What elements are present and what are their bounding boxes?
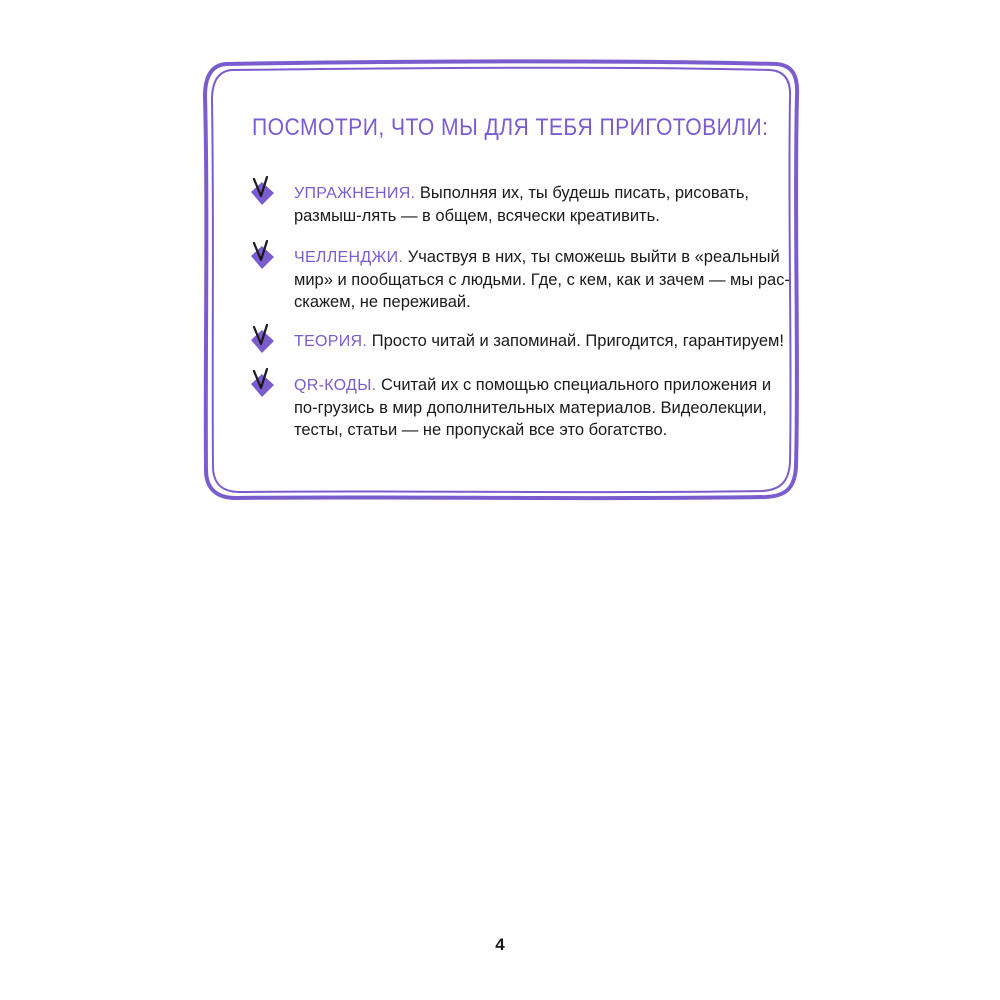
info-box [196,56,806,506]
item-keyword: ЧЕЛЛЕНДЖИ. [294,249,404,266]
checkmark-diamond-icon [246,324,280,358]
item-description: Выполняя их, ты будешь писать, рисовать, размыш-лять — в общем, всячески креативить. [294,184,750,225]
item-description: Считай их с помощью специального приложения и по-грузись в мир дополнительных материалов. Видеолекции, тесты, статьи — не пропускай все это богатство. [294,376,772,439]
list-item-text [294,182,794,227]
list-item-text [294,246,794,313]
box-heading: ПОСМОТРИ, ЧТО МЫ ДЛЯ ТЕБЯ ПРИГОТОВИЛИ: [252,114,769,141]
list-item-text [294,374,794,441]
item-description: Участвуя в них, ты сможешь выйти в «реальный мир» и пообщаться с людьми. Где, с кем, как и зачем — мы рас-скажем, не переживай. [294,248,790,311]
checkmark-diamond-icon [246,368,280,402]
item-keyword: QR-КОДЫ. [294,377,377,394]
item-description: Просто читай и запоминай. Пригодится, гарантируем! [367,332,784,350]
item-keyword: ТЕОРИЯ. [294,333,368,350]
checkmark-diamond-icon [246,176,280,210]
checkmark-diamond-icon [246,240,280,274]
item-keyword: УПРАЖНЕНИЯ. [294,185,416,202]
page-number: 4 [495,935,505,954]
list-item-text [294,330,794,353]
